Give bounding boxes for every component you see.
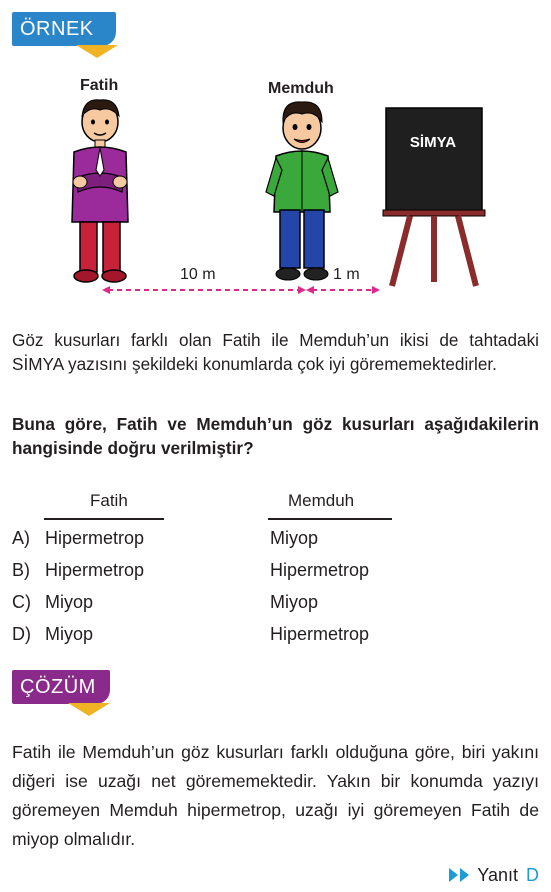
distance-label-2: 1 m xyxy=(333,266,360,283)
distance-arrows xyxy=(102,286,380,294)
column-header-fatih: Fatih xyxy=(90,491,128,510)
distance-label-1: 10 m xyxy=(180,266,216,283)
option-a-letter: A) xyxy=(12,528,30,548)
problem-text: Göz kusurları farklı olan Fatih ile Memduh’un ikisi de tahtadaki SİMYA yazısını şekildeki konumlarda çok iyi görememektedirler. xyxy=(12,330,539,374)
memduh-figure xyxy=(266,102,338,280)
option-d-memduh: Hipermetrop xyxy=(270,624,370,644)
option-b-letter: B) xyxy=(12,560,30,580)
person-label-memduh: Memduh xyxy=(268,80,334,97)
board-text: SİMYA xyxy=(409,134,457,151)
solution-badge xyxy=(12,670,110,704)
option-c-memduh: Miyop xyxy=(270,592,319,612)
fatih-figure xyxy=(72,100,128,282)
option-c-letter: C) xyxy=(12,592,31,612)
option-c-fatih: Miyop xyxy=(45,592,94,612)
option-a-memduh: Miyop xyxy=(270,528,319,548)
answer-label: Yanıt xyxy=(477,865,518,885)
solution-badge-label: ÇÖZÜM xyxy=(20,676,96,698)
double-arrow-icon xyxy=(449,868,471,882)
column-underline-2 xyxy=(268,518,392,520)
example-badge-label: ÖRNEK xyxy=(20,18,94,40)
column-underline-1 xyxy=(44,518,164,520)
option-b-fatih: Hipermetrop xyxy=(45,560,145,580)
column-header-memduh: Memduh xyxy=(288,491,355,510)
question-text: Buna göre, Fatih ve Memduh’un göz kusurları aşağıdakilerin hangisinde doğru verilmiştir? xyxy=(12,414,539,458)
solution-text: Fatih ile Memduh’un göz kusurları farklı olduğuna göre, biri yakını diğeri ise uzağı net görememektedir. Yakın bir konumda yazıyı göremeyen Memduh hipermetrop, uzağı iyi göremeyen Fatih de miyop olmalıdır. xyxy=(12,742,539,849)
answer-line xyxy=(449,865,539,886)
example-badge xyxy=(12,12,116,46)
badge-arrow-icon xyxy=(68,703,110,716)
option-d-letter: D) xyxy=(12,624,31,644)
person-label-fatih: Fatih xyxy=(80,77,119,94)
option-d-fatih: Miyop xyxy=(45,624,94,644)
badge-arrow-icon xyxy=(76,45,118,58)
answer-letter: D xyxy=(526,865,539,885)
figure-illustration xyxy=(0,95,551,300)
option-a-fatih: Hipermetrop xyxy=(45,528,145,548)
option-b-memduh: Hipermetrop xyxy=(270,560,370,580)
